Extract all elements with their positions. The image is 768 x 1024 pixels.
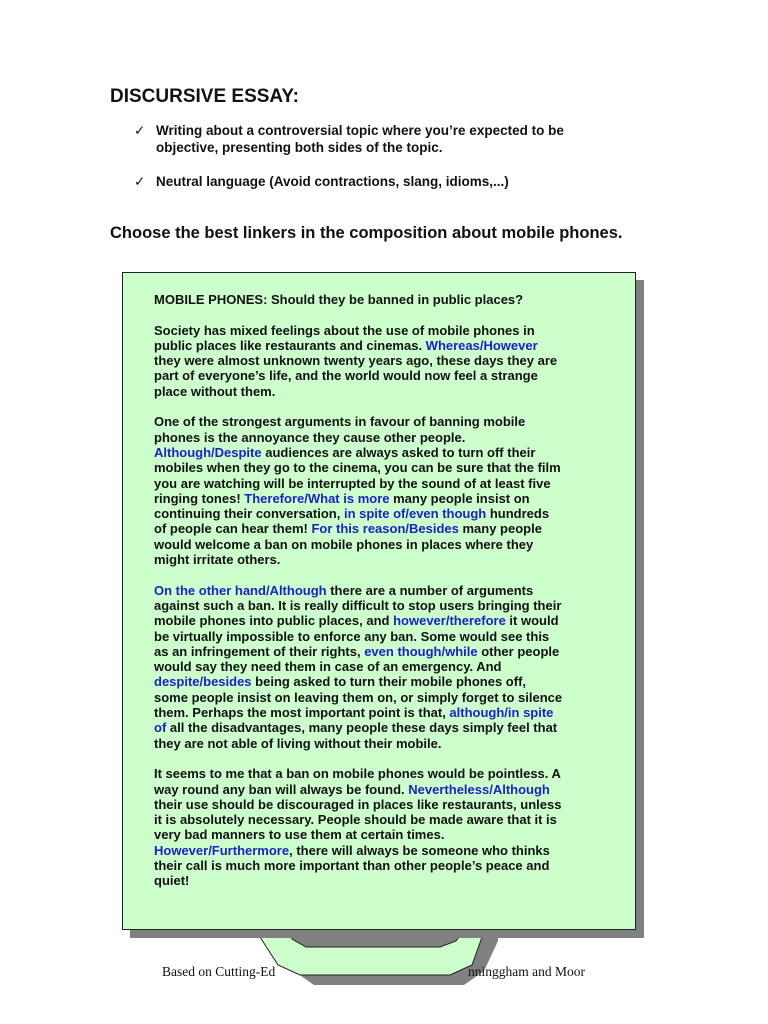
essay-text-segment: you are watching will be interrupted by the sound of at least five bbox=[154, 475, 551, 491]
essay-text-segment: place without them. bbox=[154, 383, 276, 399]
bullet-list bbox=[134, 122, 564, 207]
essay-line bbox=[154, 613, 562, 628]
essay-text-segment: It seems to me that a ban on mobile phones would be pointless. A bbox=[154, 766, 561, 782]
essay-text-segment: their call is much more important than other people’s peace and bbox=[154, 857, 550, 873]
linker-choice: despite/besides bbox=[154, 674, 252, 690]
essay-line bbox=[154, 858, 562, 873]
essay-line bbox=[154, 445, 562, 460]
linker-choice: Therefore/What is more bbox=[244, 490, 390, 506]
linker-choice: although/in spite bbox=[449, 705, 554, 721]
essay-line bbox=[154, 690, 562, 705]
essay-line bbox=[154, 506, 562, 521]
essay-paragraph bbox=[154, 583, 562, 751]
essay-line bbox=[154, 476, 562, 491]
essay-line bbox=[154, 843, 562, 858]
essay-text-segment: it is absolutely necessary. People should be made aware that it is bbox=[154, 812, 557, 828]
essay-text-segment: other people bbox=[477, 643, 560, 659]
essay-text-segment: way round any ban will always be found. bbox=[154, 781, 409, 797]
essay-title bbox=[154, 292, 562, 307]
essay-line bbox=[154, 782, 562, 797]
essay-text-segment: mobile phones into public places, and bbox=[154, 613, 394, 629]
essay-line bbox=[154, 659, 562, 674]
bullet-item bbox=[134, 173, 564, 190]
essay-line bbox=[154, 552, 562, 567]
essay-paragraph bbox=[154, 766, 562, 888]
essay-text-segment: be virtually impossible to enforce any ban. Some would see this bbox=[154, 628, 550, 644]
essay-text-segment: hundreds bbox=[486, 506, 550, 522]
linker-choice: of bbox=[154, 720, 167, 736]
essay-text-segment: quiet! bbox=[154, 873, 190, 889]
essay-paragraph bbox=[154, 414, 562, 567]
instruction: Choose the best linkers in the composition about mobile phones. bbox=[110, 224, 623, 242]
linker-choice: in spite of/even though bbox=[343, 506, 487, 522]
essay-line bbox=[154, 414, 562, 429]
essay-line bbox=[154, 674, 562, 689]
essay-line bbox=[154, 353, 562, 368]
essay-line bbox=[154, 644, 562, 659]
essay-line bbox=[154, 827, 562, 842]
essay-line bbox=[154, 521, 562, 536]
essay-text-segment: many people bbox=[458, 521, 542, 537]
linker-choice: However/Furthermore bbox=[154, 842, 290, 858]
essay-text-segment: many people insist on bbox=[389, 490, 530, 506]
bullet-line: Writing about a controversial topic where you’re expected to be bbox=[156, 123, 564, 138]
essay-line bbox=[154, 292, 562, 307]
essay-line bbox=[154, 873, 562, 888]
essay-line bbox=[154, 430, 562, 445]
essay-text-segment: might irritate others. bbox=[154, 552, 281, 568]
check-icon: ✓ bbox=[134, 174, 146, 189]
essay-text-segment: public places like restaurants and cinemas. bbox=[154, 337, 426, 353]
essay-line bbox=[154, 720, 562, 735]
linker-choice: even though/while bbox=[364, 643, 478, 659]
essay-text-segment: some people insist on leaving them on, or simply forget to silence bbox=[154, 689, 563, 705]
essay-text-segment: against such a ban. It is really difficult to stop users bringing their bbox=[154, 597, 562, 613]
essay-line bbox=[154, 460, 562, 475]
essay-text-segment: One of the strongest arguments in favour of banning mobile bbox=[154, 414, 526, 430]
footer-right: nninggham and Moor bbox=[468, 964, 585, 979]
essay-text-segment: their use should be discouraged in places like restaurants, unless bbox=[154, 796, 562, 812]
bullet-text bbox=[156, 122, 564, 156]
essay-line bbox=[154, 766, 562, 781]
essay-line bbox=[154, 629, 562, 644]
essay-text-segment: , there will always be someone who thinks bbox=[289, 842, 550, 858]
essay-paragraph bbox=[154, 323, 562, 399]
essay-line bbox=[154, 705, 562, 720]
essay-text-segment: being asked to turn their mobile phones off, bbox=[251, 674, 527, 690]
essay-text-segment: MOBILE PHONES: Should they be banned in public places? bbox=[154, 292, 524, 307]
essay-text-segment: part of everyone’s life, and the world would now feel a strange bbox=[154, 368, 538, 384]
essay-line bbox=[154, 338, 562, 353]
essay-line bbox=[154, 812, 562, 827]
essay-line bbox=[154, 491, 562, 506]
linker-choice: Although/Despite bbox=[154, 444, 262, 460]
essay-text-segment: very bad manners to use them at certain times. bbox=[154, 827, 445, 843]
linker-choice: Whereas/However bbox=[425, 337, 538, 353]
essay-line bbox=[154, 537, 562, 552]
essay-text-segment: would welcome a ban on mobile phones in places where they bbox=[154, 536, 534, 552]
bullet-item bbox=[134, 122, 564, 156]
essay-text bbox=[154, 292, 562, 904]
essay-text-segment: they are not able of living without their mobile. bbox=[154, 735, 442, 751]
essay-text-segment: it would bbox=[505, 613, 559, 629]
linker-choice: however/therefore bbox=[393, 613, 506, 629]
essay-text-segment: ringing tones! bbox=[154, 490, 245, 506]
essay-line bbox=[154, 797, 562, 812]
linker-choice: For this reason/Besides bbox=[311, 521, 459, 537]
essay-line bbox=[154, 583, 562, 598]
footer-left: Based on Cutting-Ed bbox=[162, 964, 276, 979]
essay-text-segment: mobiles when they go to the cinema, you can be sure that the film bbox=[154, 460, 561, 476]
bullet-text: Neutral language (Avoid contractions, slang, idioms,...) bbox=[156, 174, 509, 189]
essay-text-segment: would say they need them in case of an emergency. And bbox=[154, 659, 502, 675]
essay-text-segment: as an infringement of their rights, bbox=[154, 643, 365, 659]
essay-text-segment: phones is the annoyance they cause other people. bbox=[154, 429, 466, 445]
essay-text-segment: audiences are always asked to turn off their bbox=[261, 444, 536, 460]
essay-line bbox=[154, 736, 562, 751]
essay-text-segment: there are a number of arguments bbox=[326, 582, 534, 598]
bullet-line: objective, presenting both sides of the topic. bbox=[156, 140, 443, 155]
essay-text-segment: them. Perhaps the most important point is that, bbox=[154, 705, 450, 721]
essay-text-segment: all the disadvantages, many people these days simply feel that bbox=[166, 720, 558, 736]
linker-choice: On the other hand/Although bbox=[154, 582, 327, 598]
essay-text-segment: Society has mixed feelings about the use of mobile phones in bbox=[154, 322, 535, 338]
essay-text-segment: of people can hear them! bbox=[154, 521, 312, 537]
essay-line bbox=[154, 384, 562, 399]
essay-line bbox=[154, 368, 562, 383]
essay-line bbox=[154, 598, 562, 613]
essay-line bbox=[154, 323, 562, 338]
page-title: DISCURSIVE ESSAY: bbox=[110, 86, 299, 107]
check-icon: ✓ bbox=[134, 123, 146, 138]
essay-text-segment: they were almost unknown twenty years ago, these days they are bbox=[154, 353, 558, 369]
linker-choice: Nevertheless/Although bbox=[408, 781, 550, 797]
essay-text-segment: continuing their conversation, bbox=[154, 506, 344, 522]
